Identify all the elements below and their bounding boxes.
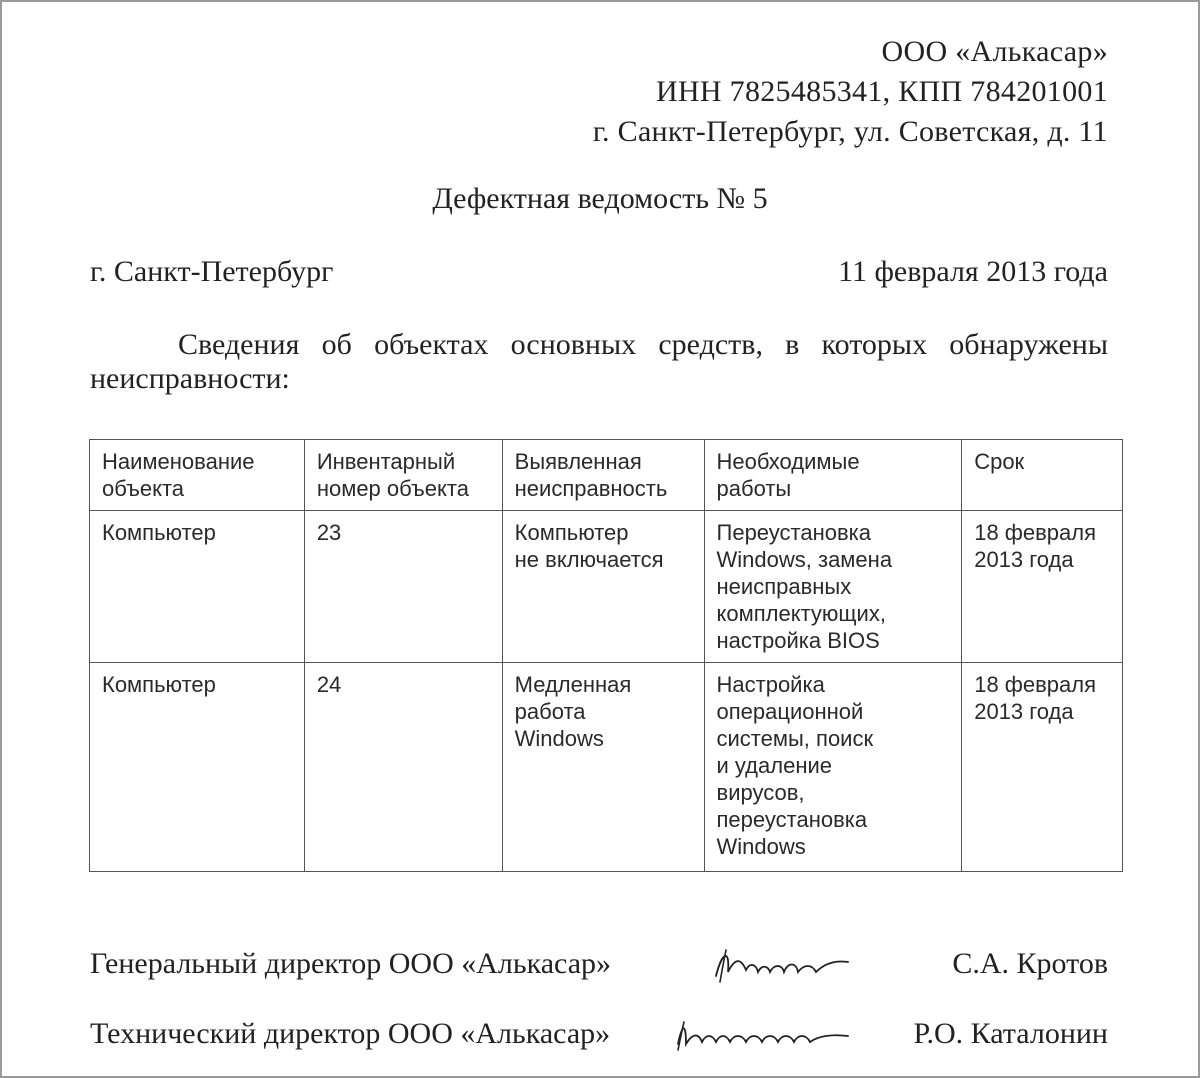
handwritten-signature bbox=[610, 1014, 913, 1054]
signature-row-technical-director bbox=[90, 1014, 1108, 1054]
cell-deadline: 18 февраля 2013 года bbox=[962, 663, 1123, 872]
intro-line-1: Сведения об объектах основных средств, в которых обнаружены bbox=[178, 328, 1108, 361]
cell-required-work: Переустановка Windows, замена неисправных комплектующих, настройка BIOS bbox=[704, 511, 962, 663]
organization-name: ООО «Алькасар» bbox=[881, 35, 1108, 68]
cell-required-work: Настройка операционной системы, поиск и удаление вирусов, переустановка Windows bbox=[704, 663, 962, 872]
signer-name: Р.О. Каталонин bbox=[913, 1017, 1108, 1050]
signature-row-general-director bbox=[90, 942, 1108, 986]
handwritten-signature bbox=[611, 942, 952, 986]
cell-object-name: Компьютер bbox=[90, 511, 305, 663]
cell-inventory-number: 24 bbox=[304, 663, 502, 872]
document-date: 11 февраля 2013 года bbox=[838, 255, 1108, 288]
defects-table bbox=[89, 439, 1123, 872]
signer-position: Генеральный директор ООО «Алькасар» bbox=[90, 947, 612, 980]
header-required-work: Необходимые работы bbox=[704, 440, 962, 511]
cell-detected-fault: Медленная работа Windows bbox=[502, 663, 704, 872]
cell-object-name: Компьютер bbox=[90, 663, 305, 872]
organization-ids: ИНН 7825485341, КПП 784201001 bbox=[655, 75, 1108, 108]
document-title: Дефектная ведомость № 5 bbox=[432, 182, 768, 215]
signer-position: Технический директор ООО «Алькасар» bbox=[90, 1017, 611, 1050]
header-detected-fault: Выявленная неисправность bbox=[502, 440, 704, 511]
intro-paragraph bbox=[90, 328, 1108, 396]
organization-header bbox=[593, 32, 1108, 152]
place-date-line bbox=[90, 255, 1108, 289]
organization-address: г. Санкт-Петербург, ул. Советская, д. 11 bbox=[592, 115, 1108, 148]
cell-detected-fault: Компьютер не включается bbox=[502, 511, 704, 663]
table-header-row bbox=[90, 440, 1123, 511]
cell-inventory-number: 23 bbox=[304, 511, 502, 663]
header-inventory-number: Инвентарный номер объекта bbox=[304, 440, 502, 511]
header-deadline: Срок bbox=[962, 440, 1123, 511]
intro-line-2: неисправности: bbox=[90, 362, 290, 395]
signer-name: С.А. Кротов bbox=[952, 947, 1108, 980]
cell-deadline: 18 февраля 2013 года bbox=[962, 511, 1123, 663]
document-place: г. Санкт-Петербург bbox=[90, 255, 334, 288]
table-row bbox=[90, 663, 1123, 872]
table-row bbox=[90, 511, 1123, 663]
header-object-name: Наименование объекта bbox=[90, 440, 305, 511]
